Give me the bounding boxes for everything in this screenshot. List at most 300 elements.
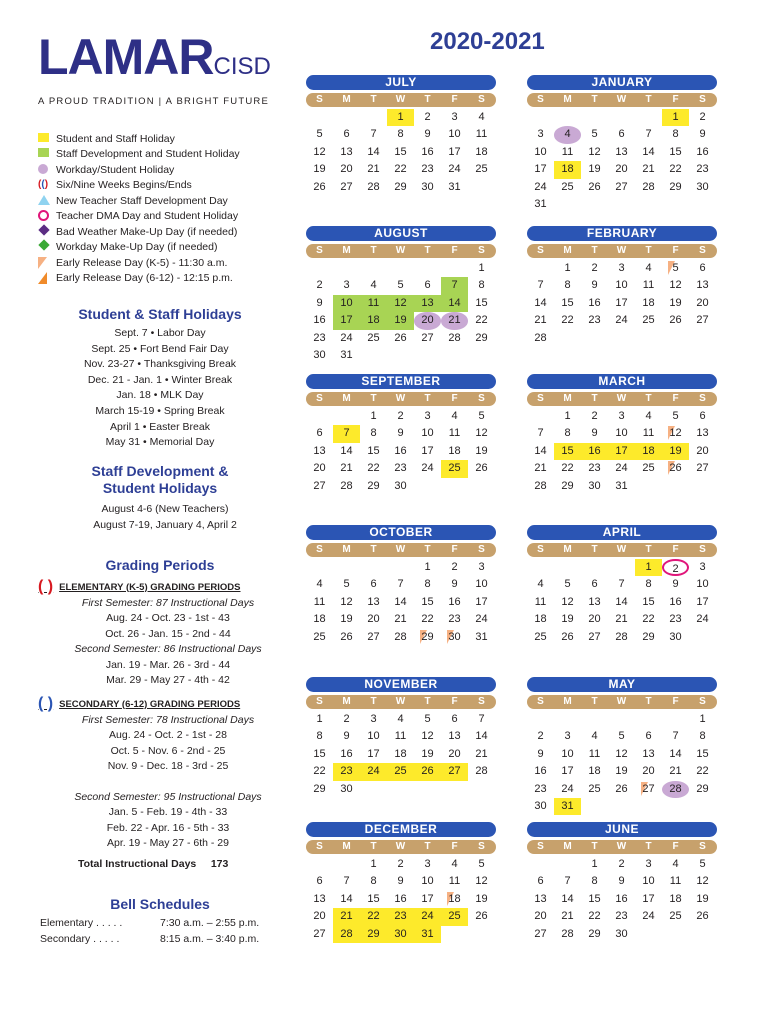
month-november [306,677,496,798]
day-cell: 2 [618,858,625,870]
day-cell: 4 [554,126,581,143]
empty-cell [554,109,581,126]
empty-cell [581,711,608,728]
day-cell: 27 [635,781,662,798]
day-cell: 5 [424,713,431,725]
weekday-header [527,543,717,557]
day-cell: 10 [561,747,574,760]
day-cell: 18 [534,613,547,626]
day-cell: 18 [642,296,655,309]
day-cell: 29 [642,630,655,643]
empty-cell [306,109,333,126]
day-cell: 26 [340,630,353,643]
total-instructional-days: Total Instructional Days 173 [78,858,229,870]
day-cell: 24 [615,462,628,475]
month-february [527,226,717,347]
day-cell: 21 [333,908,360,925]
day-cell: 4 [645,262,652,274]
day-cell: 8 [478,279,485,292]
weekday-label: S [316,841,323,852]
day-cell: 29 [669,180,682,193]
grading-line: Second Semester: 86 Instructional Days [74,643,262,656]
day-cell: 12 [662,425,689,442]
day-cell: 22 [313,765,326,778]
staff-dev-title [0,463,320,497]
holidays-list [40,326,280,451]
month-name: MAY [527,677,717,692]
day-cell: 19 [615,765,628,778]
day-cell: 19 [475,444,488,457]
legend-label: Workday Make-Up Day (if needed) [56,241,218,254]
day-cell: 6 [316,427,323,440]
day-grid [306,260,496,364]
day-cell: 8 [397,128,404,141]
day-cell: 20 [696,444,709,457]
day-cell: 6 [316,875,323,888]
empty-cell [554,711,581,728]
weekday-label: T [591,544,598,555]
empty-cell [635,109,662,126]
day-cell: 9 [397,427,404,440]
weekday-label: S [316,696,323,707]
day-cell: 26 [313,180,326,193]
weekday-label: F [451,696,458,707]
day-cell: 18 [635,443,662,460]
legend-label: Student and Staff Holiday [56,132,175,145]
purple-diamond-icon [38,226,50,238]
holiday-item: March 15-19 • Spring Break [95,404,225,417]
day-cell: 8 [370,875,377,888]
day-cell: 29 [313,782,326,795]
day-cell: 1 [370,858,377,870]
day-cell: 9 [672,578,679,591]
day-cell: 19 [669,296,682,309]
bell-row [40,932,290,948]
day-cell: 7 [333,425,360,442]
grading-line: Aug. 24 - Oct. 23 - 1st - 43 [106,612,230,625]
day-cell: 17 [367,747,380,760]
grading-line: Jan. 5 - Feb. 19 - 4th - 33 [108,806,228,819]
weekday-label: W [616,393,627,404]
month-january [527,75,717,213]
day-cell: 10 [367,730,380,743]
weekday-header [306,244,496,258]
weekday-label: T [591,393,598,404]
day-cell: 12 [615,747,628,760]
empty-cell [527,408,554,425]
weekday-label: M [342,245,351,256]
day-grid [527,109,717,213]
empty-cell [360,260,387,277]
day-cell: 15 [696,747,709,760]
day-cell: 14 [340,444,353,457]
day-cell: 11 [534,595,547,608]
weekday-label: S [699,94,706,105]
grading-line: Aug. 24 - Oct. 2 - 1st - 28 [109,729,227,742]
weekday-label: M [563,245,572,256]
grading-line: Second Semester: 95 Instructional Days [74,791,262,804]
logo-cisd: CISD [213,53,271,80]
weekday-label: F [672,841,679,852]
day-cell: 23 [669,613,682,626]
day-cell: 26 [696,910,709,923]
legend-label: Teacher DMA Day and Student Holiday [56,210,239,223]
day-grid [527,408,717,495]
weekday-label: W [395,696,406,707]
day-grid [306,856,496,943]
day-cell: 15 [554,443,581,460]
day-cell: 27 [313,479,326,492]
day-cell: 25 [441,908,468,925]
month-may [527,677,717,815]
day-cell: 24 [696,613,709,626]
weekday-label: T [645,393,652,404]
day-cell: 16 [696,145,709,158]
day-cell: 14 [394,595,407,608]
day-cell: 14 [475,730,488,743]
weekday-label: S [537,696,544,707]
day-cell: 2 [424,111,431,123]
day-cell: 6 [451,713,458,725]
secondary-paren: ( ) [38,695,54,712]
secondary-header: SECONDARY (6-12) GRADING PERIODS [59,698,241,710]
day-cell: 23 [333,763,360,780]
day-cell: 5 [478,410,485,422]
bell-label: Secondary . . . . . [40,932,120,945]
day-cell: 5 [343,578,350,591]
day-cell: 25 [367,331,380,344]
day-cell: 9 [618,875,625,888]
day-cell: 11 [561,145,574,158]
day-cell: 20 [615,163,628,176]
day-cell: 25 [669,910,682,923]
day-cell: 7 [672,730,679,743]
day-cell: 19 [421,747,434,760]
day-cell: 14 [441,295,468,312]
day-cell: 15 [394,145,407,158]
day-cell: 14 [642,145,655,158]
day-cell: 11 [475,128,488,141]
day-cell: 22 [561,314,574,327]
day-cell: 27 [588,630,601,643]
empty-cell [527,109,554,126]
day-cell: 5 [397,279,404,292]
day-cell: 25 [475,163,488,176]
weekday-label: T [645,841,652,852]
weekday-label: M [342,544,351,555]
day-cell: 15 [367,444,380,457]
day-cell: 17 [642,892,655,905]
day-cell: 16 [340,747,353,760]
weekday-label: T [370,544,377,555]
legend-item [38,209,303,225]
month-name: SEPTEMBER [306,374,496,389]
holiday-item: Sept. 25 • Fort Bend Fair Day [91,342,229,355]
day-cell: 12 [669,279,682,292]
day-cell: 29 [475,331,488,344]
day-cell: 8 [564,427,571,440]
day-cell: 29 [414,629,441,646]
day-cell: 27 [340,180,353,193]
day-cell: 10 [615,427,628,440]
day-cell: 5 [672,410,679,422]
day-cell: 6 [424,279,431,292]
empty-cell [608,559,635,576]
day-cell: 28 [448,331,461,344]
day-cell: 17 [421,892,434,905]
bell-time: 7:30 a.m. – 2:55 p.m. [160,917,260,929]
day-cell: 16 [534,765,547,778]
weekday-header [527,695,717,709]
weekday-label: W [395,94,406,105]
day-cell: 23 [394,462,407,475]
weekday-label: W [616,245,627,256]
day-cell: 20 [367,613,380,626]
staff-dev-title-line1: Staff Development & [91,463,229,479]
day-cell: 17 [696,595,709,608]
day-cell: 24 [642,910,655,923]
grading-line: Oct. 26 - Jan. 15 - 2nd - 44 [105,627,231,640]
day-cell: 3 [699,561,706,573]
day-cell: 16 [448,595,461,608]
grading-line: Mar. 29 - May 27 - 4th - 42 [106,674,230,687]
weekday-label: T [370,841,377,852]
day-cell: 3 [618,262,625,274]
legend-label: Early Release Day (K-5) - 11:30 a.m. [56,256,228,269]
day-cell: 24 [615,314,628,327]
month-name: JULY [306,75,496,90]
day-cell: 4 [591,730,598,743]
day-cell: 1 [635,559,662,576]
weekday-header [527,392,717,406]
day-cell: 30 [696,180,709,193]
day-cell: 17 [448,145,461,158]
grading-line: First Semester: 87 Instructional Days [81,597,255,609]
day-cell: 9 [699,128,706,141]
empty-cell [581,109,608,126]
holiday-item: Dec. 21 - Jan. 1 • Winter Break [87,373,233,386]
weekday-label: T [591,245,598,256]
holiday-item: Jan. 18 • MLK Day [116,389,204,402]
day-cell: 26 [475,910,488,923]
legend [38,131,303,286]
day-cell: 7 [537,427,544,440]
month-name: JANUARY [527,75,717,90]
day-cell: 30 [534,799,547,812]
day-cell: 29 [367,479,380,492]
weekday-header [527,93,717,107]
day-grid [527,711,717,815]
day-cell: 28 [475,765,488,778]
weekday-label: S [478,94,485,105]
weekday-label: T [424,94,431,105]
empty-cell [333,109,360,126]
empty-cell [414,260,441,277]
day-cell: 10 [333,295,360,312]
day-cell: 28 [662,781,689,798]
secondary-grading [38,695,298,852]
day-cell: 4 [451,858,458,870]
day-cell: 20 [642,765,655,778]
day-cell: 30 [421,180,434,193]
empty-cell [306,856,333,873]
weekday-label: S [537,94,544,105]
weekday-label: T [370,94,377,105]
legend-label: Early Release Day (6-12) - 12:15 p.m. [56,272,233,285]
day-cell: 14 [340,892,353,905]
day-cell: 10 [615,279,628,292]
day-cell: 17 [333,312,360,329]
day-cell: 3 [424,858,431,870]
left-panel [0,0,300,1024]
day-cell: 25 [642,314,655,327]
day-cell: 31 [475,630,488,643]
day-cell: 2 [591,410,598,422]
day-cell: 19 [313,163,326,176]
staff-dev-item: August 4-6 (New Teachers) [101,503,229,515]
legend-label: Six/Nine Weeks Begins/Ends [56,179,192,192]
day-cell: 8 [645,578,652,591]
grading-title: Grading Periods [105,557,215,573]
day-cell: 8 [591,875,598,888]
day-cell: 9 [537,747,544,760]
empty-cell [527,711,554,728]
day-cell: 8 [699,730,706,743]
day-cell: 17 [615,296,628,309]
day-cell: 1 [699,713,706,725]
weekday-label: S [316,245,323,256]
day-cell: 12 [561,595,574,608]
day-cell: 28 [340,479,353,492]
weekday-label: S [478,245,485,256]
holiday-item: May 31 • Memorial Day [105,436,215,449]
day-cell: 1 [424,561,431,573]
weekday-label: S [699,841,706,852]
legend-item [38,131,303,147]
day-cell: 24 [561,782,574,795]
day-cell: 12 [588,145,601,158]
day-cell: 21 [615,613,628,626]
tagline: A PROUD TRADITION | A BRIGHT FUTURE [38,96,269,107]
grading-line [38,775,298,790]
day-cell: 31 [554,798,581,815]
day-cell: 19 [340,613,353,626]
day-cell: 23 [387,908,414,925]
day-cell: 8 [672,128,679,141]
day-cell: 30 [615,927,628,940]
month-name: DECEMBER [306,822,496,837]
yellow-square-icon [38,133,50,145]
day-cell: 7 [618,578,625,591]
weekday-label: T [370,696,377,707]
grading-line: Nov. 9 - Dec. 18 - 3rd - 25 [107,760,229,773]
weekday-header [527,840,717,854]
month-name: AUGUST [306,226,496,241]
magenta-ring-icon [38,210,50,222]
day-cell: 22 [588,910,601,923]
day-cell: 17 [475,595,488,608]
day-cell: 21 [669,765,682,778]
day-cell: 31 [615,479,628,492]
legend-item [38,271,303,287]
day-cell: 13 [313,892,326,905]
empty-cell [333,408,360,425]
weekday-label: F [672,245,679,256]
day-grid [306,711,496,798]
day-cell: 4 [397,713,404,725]
day-cell: 24 [421,462,434,475]
day-cell: 1 [316,713,323,725]
weekday-label: S [699,245,706,256]
weekday-label: S [537,393,544,404]
month-march [527,374,717,495]
day-cell: 4 [537,578,544,591]
month-name: MARCH [527,374,717,389]
day-cell: 13 [414,295,441,312]
day-cell: 31 [340,348,353,361]
weekday-label: M [342,393,351,404]
day-cell: 30 [441,629,468,646]
day-cell: 31 [414,926,441,943]
empty-cell [554,559,581,576]
weekday-label: W [395,393,406,404]
weekday-label: T [370,393,377,404]
day-cell: 1 [387,109,414,126]
weekday-label: F [672,544,679,555]
day-cell: 7 [645,128,652,141]
day-cell: 24 [534,180,547,193]
weekday-label: S [699,544,706,555]
day-cell: 10 [475,578,488,591]
day-cell: 22 [394,163,407,176]
day-cell: 28 [534,479,547,492]
day-cell: 18 [554,161,581,178]
day-cell: 10 [421,875,434,888]
day-cell: 27 [367,630,380,643]
empty-cell [608,711,635,728]
day-cell: 25 [387,763,414,780]
day-cell: 11 [360,295,387,312]
weekday-label: S [478,696,485,707]
day-cell: 17 [421,444,434,457]
empty-cell [306,408,333,425]
day-cell: 3 [564,730,571,743]
weekday-label: W [616,841,627,852]
day-cell: 1 [564,262,571,274]
month-name: APRIL [527,525,717,540]
staff-dev-title-line2: Student Holidays [102,480,218,496]
day-cell: 11 [642,279,655,292]
day-cell: 23 [615,910,628,923]
day-cell: 4 [316,578,323,591]
green-square-icon [38,148,50,160]
month-name: JUNE [527,822,717,837]
logo-text: LAMAR [38,29,214,85]
day-grid [527,559,717,646]
day-cell: 2 [537,730,544,743]
day-cell: 10 [421,427,434,440]
weekday-label: M [342,94,351,105]
weekday-label: S [316,393,323,404]
weekday-label: F [672,393,679,404]
weekday-label: W [395,544,406,555]
day-cell: 2 [591,262,598,274]
day-cell: 5 [662,260,689,277]
day-cell: 9 [343,730,350,743]
weekday-label: T [424,544,431,555]
day-cell: 11 [642,427,655,440]
day-cell: 9 [316,296,323,309]
